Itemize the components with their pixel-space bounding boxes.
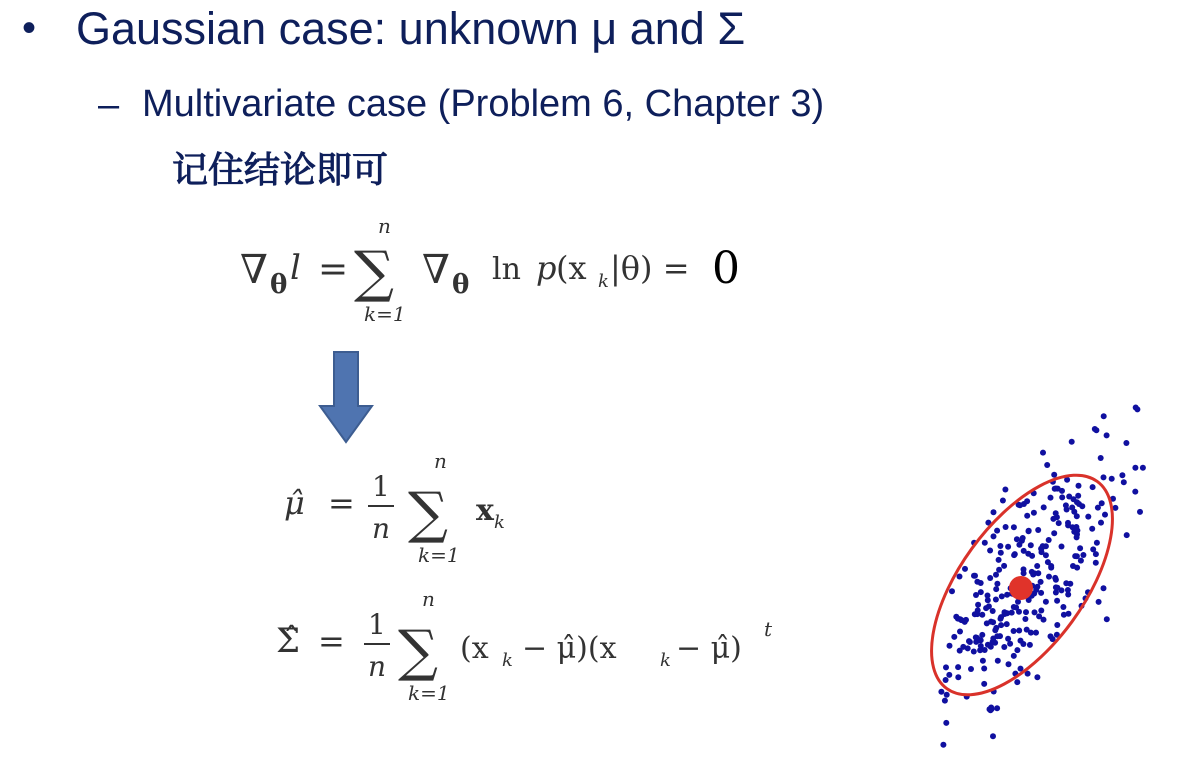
scatter-point	[987, 706, 993, 712]
scatter-point	[1079, 503, 1085, 509]
scatter-point	[1014, 647, 1020, 653]
scatter-point	[992, 627, 998, 633]
scatter-point	[1003, 524, 1009, 530]
scatter-point	[1109, 476, 1115, 482]
scatter-point	[1016, 628, 1022, 634]
scatter-point	[943, 677, 949, 683]
scatter-point	[993, 597, 999, 603]
scatter-point	[998, 616, 1004, 622]
scatter-point	[1059, 544, 1065, 550]
scatter-point	[983, 605, 989, 611]
scatter-point	[997, 543, 1003, 549]
scatter-point	[1119, 472, 1125, 478]
fraction-numerator: 1	[368, 608, 386, 641]
scatter-point	[1004, 610, 1010, 616]
k-sub: k	[494, 512, 505, 533]
scatter-point	[1101, 474, 1107, 480]
nabla-symbol-2: ∇	[422, 247, 450, 293]
scatter-point	[1089, 526, 1095, 532]
scatter-point	[1051, 530, 1057, 536]
scatter-point	[1043, 543, 1049, 549]
scatter-point	[967, 639, 973, 645]
gaussian-scatter-plot	[930, 385, 1170, 755]
scatter-point	[1041, 617, 1047, 623]
scatter-point	[1101, 413, 1107, 419]
fraction-denominator: n	[368, 650, 387, 683]
x-symbol: x	[476, 493, 494, 528]
zero-value: 0	[712, 243, 740, 294]
sigma-hat: Σ̂	[276, 621, 301, 661]
scatter-point	[940, 742, 946, 748]
sum-upper-n: n	[422, 590, 435, 611]
scatter-point	[993, 586, 999, 592]
scatter-point	[1133, 405, 1139, 411]
equals-sign: =	[318, 249, 349, 290]
scatter-point	[1101, 585, 1107, 591]
scatter-point	[1005, 544, 1011, 550]
scatter-point	[1021, 501, 1027, 507]
scatter-point	[1064, 507, 1070, 513]
scatter-point	[1004, 621, 1010, 627]
scatter-point	[1069, 439, 1075, 445]
scatter-point	[1054, 622, 1060, 628]
scatter-point	[1093, 427, 1099, 433]
scatter-point	[1031, 510, 1037, 516]
p-argument: (x	[556, 249, 587, 287]
covariance-equation	[276, 590, 796, 714]
scatter-point	[1070, 563, 1076, 569]
scatter-point	[1020, 641, 1026, 647]
scatter-point	[1043, 599, 1049, 605]
scatter-point	[942, 698, 948, 704]
scatter-point	[1024, 513, 1030, 519]
scatter-point	[996, 557, 1002, 563]
scatter-point	[1025, 551, 1031, 557]
sum-symbol: ∑	[354, 240, 394, 305]
k-sub: k	[598, 271, 609, 292]
k-sub-2: k	[660, 650, 671, 671]
scatter-point	[994, 581, 1000, 587]
scatter-point	[1132, 489, 1138, 495]
scatter-point	[1063, 580, 1069, 586]
scatter-point	[1033, 630, 1039, 636]
scatter-point	[1121, 479, 1127, 485]
scatter-point	[1104, 616, 1110, 622]
open-paren-x: (x	[460, 631, 489, 666]
equals-sign: =	[328, 484, 355, 522]
scatter-point	[1090, 484, 1096, 490]
scatter-point	[968, 666, 974, 672]
scatter-point	[1048, 565, 1054, 571]
scatter-point	[1059, 587, 1065, 593]
scatter-point	[979, 612, 985, 618]
scatter-point	[1048, 495, 1054, 501]
scatter-point	[1038, 579, 1044, 585]
scatter-point	[957, 648, 963, 654]
scatter-point	[1096, 599, 1102, 605]
scatter-point	[1137, 509, 1143, 515]
theta-sub: θ	[270, 270, 288, 300]
scatter-point	[985, 593, 991, 599]
scatter-point	[1093, 560, 1099, 566]
scatter-point	[1048, 633, 1054, 639]
theta-sub-2: θ	[452, 270, 470, 300]
scatter-point	[981, 681, 987, 687]
scatter-point	[1080, 552, 1086, 558]
scatter-point	[946, 672, 952, 678]
scatter-point	[1044, 462, 1050, 468]
scatter-point	[1038, 608, 1044, 614]
sum-upper-n: n	[434, 452, 447, 473]
scatter-point	[1053, 590, 1059, 596]
scatter-point	[1022, 616, 1028, 622]
scatter-point	[955, 616, 961, 622]
sum-lower-k: k=1	[408, 681, 450, 705]
scatter-point	[996, 567, 1002, 573]
scatter-point	[993, 572, 999, 578]
scatter-point	[1124, 532, 1130, 538]
scatter-point	[949, 588, 955, 594]
nabla-symbol: ∇	[240, 247, 268, 293]
scatter-point	[975, 602, 981, 608]
scatter-point	[987, 548, 993, 554]
scatter-point	[1028, 542, 1034, 548]
scatter-point	[1034, 563, 1040, 569]
scatter-point	[943, 664, 949, 670]
scatter-point	[991, 533, 997, 539]
chinese-note: 记住结论即可	[172, 149, 389, 190]
scatter-point	[1140, 465, 1146, 471]
scatter-point	[962, 566, 968, 572]
scatter-point	[1051, 472, 1057, 478]
scatter-point	[943, 720, 949, 726]
scatter-point	[999, 593, 1005, 599]
subbullet-dash: –	[98, 84, 120, 126]
scatter-point	[981, 666, 987, 672]
scatter-point	[1104, 432, 1110, 438]
scatter-point	[1074, 513, 1080, 519]
scatter-point	[995, 658, 1001, 664]
mean-equation	[284, 452, 544, 576]
scatter-point	[1059, 494, 1065, 500]
scatter-point	[1043, 552, 1049, 558]
scatter-point	[938, 689, 944, 695]
scatter-point	[988, 644, 994, 650]
p-symbol: p	[536, 249, 557, 287]
down-arrow-icon	[318, 350, 374, 444]
scatter-point	[1011, 524, 1017, 530]
scatter-point	[947, 643, 953, 649]
scatter-point	[1054, 598, 1060, 604]
sum-lower-k: k=1	[418, 543, 460, 567]
scatter-point	[973, 634, 979, 640]
scatter-point	[1098, 520, 1104, 526]
scatter-point	[1053, 510, 1059, 516]
scatter-point	[1095, 505, 1101, 511]
scatter-point	[1102, 512, 1108, 518]
scatter-point	[1041, 504, 1047, 510]
scatter-point	[1046, 537, 1052, 543]
scatter-point	[1011, 552, 1017, 558]
scatter-point	[1023, 609, 1029, 615]
transpose-t: t	[764, 617, 773, 641]
scatter-point	[1052, 575, 1058, 581]
scatter-point	[990, 619, 996, 625]
ln-symbol: ln	[492, 252, 521, 287]
scatter-point	[1123, 440, 1129, 446]
scatter-point	[1011, 604, 1017, 610]
scatter-point	[1065, 592, 1071, 598]
scatter-point	[1014, 679, 1020, 685]
scatter-point	[1032, 609, 1038, 615]
scatter-point	[1061, 612, 1067, 618]
scatter-point	[957, 629, 963, 635]
scatter-point	[1019, 538, 1025, 544]
scatter-point	[957, 574, 963, 580]
scatter-point	[990, 608, 996, 614]
scatter-point	[944, 692, 950, 698]
scatter-point	[1056, 520, 1062, 526]
scatter-point	[1011, 653, 1017, 659]
scatter-point	[951, 634, 957, 640]
scatter-point	[1078, 558, 1084, 564]
scatter-point	[963, 617, 969, 623]
scatter-point	[1065, 520, 1071, 526]
scatter-point	[1077, 545, 1083, 551]
scatter-point	[979, 632, 985, 638]
fraction-denominator: n	[372, 512, 391, 545]
scatter-point	[980, 658, 986, 664]
scatter-point	[965, 645, 971, 651]
scatter-point	[973, 592, 979, 598]
scatter-point	[1055, 486, 1061, 492]
scatter-point	[1076, 483, 1082, 489]
bullet-dot: •	[22, 6, 37, 50]
sum-symbol: ∑	[398, 619, 438, 684]
minus-mu-hat: − μ̂)(x	[522, 631, 617, 666]
scatter-point	[974, 579, 980, 585]
scatter-point	[982, 540, 988, 546]
fraction-numerator: 1	[372, 470, 390, 503]
scatter-point	[1060, 604, 1066, 610]
l-symbol: l	[290, 248, 301, 288]
mu-hat: μ̂	[284, 484, 305, 522]
theta-condition: |θ) =	[610, 249, 690, 287]
scatter-point	[991, 509, 997, 515]
scatter-point	[1069, 505, 1075, 511]
scatter-point	[955, 674, 961, 680]
mean-point	[1009, 576, 1033, 600]
scatter-point	[998, 550, 1004, 556]
scatter-point	[1132, 465, 1138, 471]
scatter-point	[1021, 566, 1027, 572]
scatter-point	[1001, 563, 1007, 569]
sum-lower-k: k=1	[364, 302, 406, 326]
scatter-point	[1000, 498, 1006, 504]
scatter-point	[1027, 642, 1033, 648]
scatter-point	[1002, 487, 1008, 493]
scatter-point	[994, 633, 1000, 639]
scatter-point	[1094, 540, 1100, 546]
scatter-point	[1075, 493, 1081, 499]
scatter-point	[1006, 661, 1012, 667]
scatter-point	[994, 705, 1000, 711]
minus-mu-hat-2: − μ̂)	[676, 631, 742, 666]
scatter-point	[1098, 455, 1104, 461]
scatter-point	[994, 528, 1000, 534]
k-sub: k	[502, 650, 513, 671]
scatter-point	[1001, 644, 1007, 650]
slide-title: Gaussian case: unknown μ and Σ	[76, 3, 746, 54]
scatter-point	[1024, 627, 1030, 633]
scatter-point	[1030, 572, 1036, 578]
scatter-point	[1026, 528, 1032, 534]
scatter-point	[1007, 641, 1013, 647]
scatter-point	[1035, 527, 1041, 533]
sum-symbol: ∑	[408, 481, 448, 546]
scatter-point	[977, 647, 983, 653]
scatter-point	[990, 733, 996, 739]
scatter-point	[1011, 628, 1017, 634]
slide-subtitle: Multivariate case (Problem 6, Chapter 3)	[142, 83, 825, 125]
scatter-point	[1046, 574, 1052, 580]
scatter-point	[1073, 524, 1079, 530]
gradient-equation	[240, 215, 760, 339]
scatter-point	[1040, 450, 1046, 456]
equals-sign: =	[318, 622, 345, 660]
scatter-point	[971, 649, 977, 655]
sum-upper-n: n	[378, 215, 391, 238]
scatter-point	[972, 573, 978, 579]
scatter-point	[1074, 534, 1080, 540]
scatter-point	[1090, 546, 1096, 552]
scatter-point	[1034, 674, 1040, 680]
scatter-point	[1085, 514, 1091, 520]
scatter-point	[1072, 553, 1078, 559]
scatter-point	[955, 664, 961, 670]
scatter-point	[1045, 559, 1051, 565]
scatter-point	[987, 575, 993, 581]
